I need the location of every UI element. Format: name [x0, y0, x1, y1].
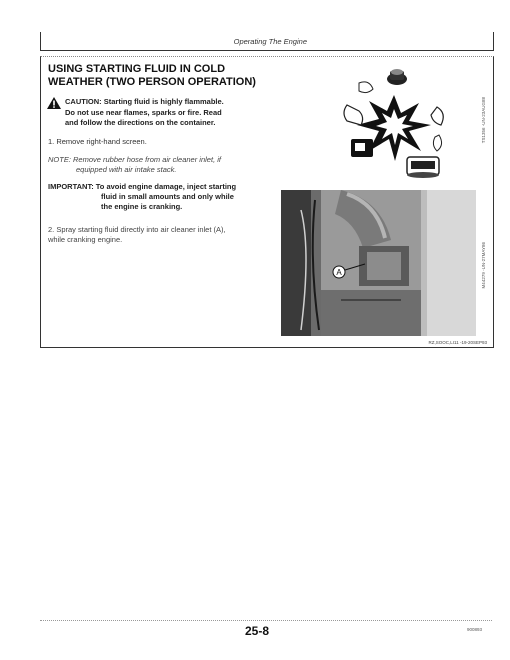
note-line-1: NOTE: Remove rubber hose from air cleaner inlet, if [48, 155, 221, 164]
title-line-1: USING STARTING FLUID IN COLD [48, 63, 226, 75]
important-block [48, 182, 288, 212]
caution-line-2: Do not use near flames, sparks or fire. Read [65, 107, 222, 117]
caution-line-1: CAUTION: Starting fluid is highly flammable. [65, 97, 224, 106]
spray-can-icon [387, 69, 407, 85]
step-2-line-2: while cranking engine. [48, 235, 123, 244]
hand-icon [344, 105, 363, 125]
step-2-line-1: 2. Spray starting fluid directly into air cleaner inlet (A), [48, 225, 226, 234]
caution-block [47, 97, 297, 129]
flame-icon [431, 107, 443, 125]
air-cleaner-photo [281, 190, 476, 336]
note-block [48, 155, 278, 175]
step-1: 1. Remove right-hand screen. [48, 137, 147, 146]
caution-text [65, 97, 297, 129]
page-number: 25-8 [245, 624, 270, 638]
procedure-title [48, 63, 288, 88]
callout-a-label: A [336, 268, 342, 277]
running-header [40, 32, 494, 51]
title-line-2: WEATHER (TWO PERSON OPERATION) [48, 75, 256, 88]
important-line-1: IMPORTANT: To avoid engine damage, inject starting [48, 182, 237, 191]
caution-line-3: and follow the directions on the container. [65, 118, 216, 127]
note-line-2: equipped with air intake stack. [76, 165, 177, 174]
reference-code: RZ,SOOC,LI11 -19-20SEP93 [428, 340, 487, 345]
lighter-icon [351, 139, 373, 157]
content-frame [40, 56, 494, 348]
step-2 [48, 225, 278, 245]
fluid-can-icon [407, 157, 439, 178]
footer-rule [40, 620, 492, 621]
starting-fluid-illustration [299, 65, 479, 185]
footer-code: 900893 [466, 627, 482, 632]
figure-2-id: M44279 -UN-27MAY86 [481, 242, 486, 289]
important-line-3: the engine is cranking. [101, 202, 183, 211]
section-title: Operating The Engine [233, 37, 307, 46]
figure-1-id: TS1356 -UN-23AUG88 [481, 97, 486, 144]
important-line-2: fluid in small amounts and only while [101, 192, 234, 201]
warning-icon [47, 97, 61, 109]
